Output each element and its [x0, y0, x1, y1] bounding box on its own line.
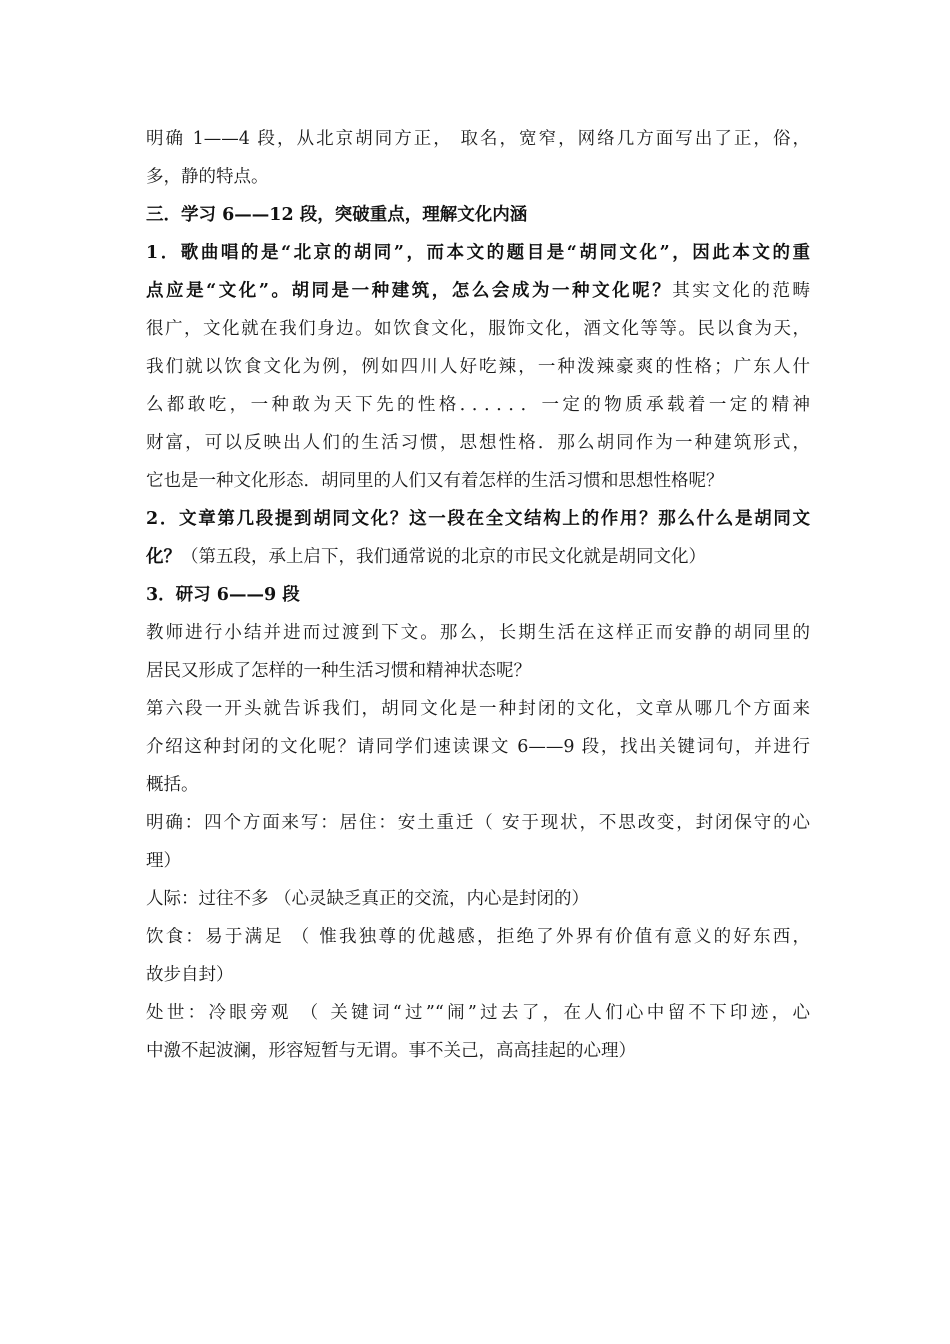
- document-body: [146, 120, 810, 1070]
- paragraph-line: 财富，可以反映出人们的生活习惯，思想性格．那么胡同作为一种建筑形式，: [146, 433, 810, 453]
- answer-text: 其实文化的范畴: [672, 281, 810, 301]
- question-line: 2．文章第几段提到胡同文化？这一段在全文结构上的作用？那么什么是胡同文: [146, 509, 810, 529]
- answer-text: （第五段，承上启下，我们通常说的北京的市民文化就是胡同文化）: [181, 547, 706, 567]
- question-text: 点应是“文化”。胡同是一种建筑，怎么会成为一种文化呢？: [146, 281, 673, 301]
- paragraph-line: 概括。: [146, 775, 199, 795]
- paragraph-line: 多，静的特点。: [146, 167, 269, 187]
- paragraph-line: 第六段一开头就告诉我们，胡同文化是一种封闭的文化，文章从哪几个方面来: [146, 699, 810, 719]
- section-heading: 3．研习 6——9 段: [146, 585, 300, 605]
- paragraph-line: 人际：过往不多 （心灵缺乏真正的交流，内心是封闭的）: [146, 889, 590, 909]
- paragraph-line: 么都敢吃，一种敢为天下先的性格．．．．．．一定的物质承载着一定的精神: [146, 395, 810, 415]
- paragraph-line: 饮食：易于满足 （ 惟我独尊的优越感，拒绝了外界有价值有意义的好东西，: [146, 927, 810, 947]
- paragraph-line: 中激不起波澜，形容短暂与无谓。事不关己，高高挂起的心理）: [146, 1041, 636, 1061]
- paragraph-line: 很广，文化就在我们身边。如饮食文化，服饰文化，酒文化等等。民以食为天，: [146, 319, 810, 339]
- paragraph-line: 介绍这种封闭的文化呢？请同学们速读课文 6——9 段，找出关键词句，并进行: [146, 737, 810, 757]
- question-line: [146, 272, 810, 310]
- paragraph-line: 它也是一种文化形态．胡同里的人们又有着怎样的生活习惯和思想性格呢？: [146, 471, 724, 491]
- question-line: [146, 538, 810, 576]
- paragraph-line: 明确 1——4 段，从北京胡同方正， 取名，宽窄，网络几方面写出了正，俗，: [146, 129, 810, 149]
- paragraph-line: 故步自封）: [146, 965, 234, 985]
- paragraph-line: 理）: [146, 851, 181, 871]
- paragraph-line: 处世：冷眼旁观 （ 关键词“过”“闹”过去了，在人们心中留不下印迹，心: [146, 1003, 810, 1023]
- section-heading: 三．学习 6——12 段，突破重点，理解文化内涵: [146, 205, 528, 225]
- paragraph-line: 居民又形成了怎样的一种生活习惯和精神状态呢？: [146, 661, 531, 681]
- paragraph-line: 明确：四个方面来写：居住：安土重迁（ 安于现状，不思改变，封闭保守的心: [146, 813, 810, 833]
- paragraph-line: 教师进行小结并进而过渡到下文。那么，长期生活在这样正而安静的胡同里的: [146, 623, 810, 643]
- question-text: 化？: [146, 547, 181, 567]
- question-line: 1．歌曲唱的是“北京的胡同”，而本文的题目是“胡同文化”，因此本文的重: [146, 243, 810, 263]
- paragraph-line: 我们就以饮食文化为例，例如四川人好吃辣，一种泼辣豪爽的性格；广东人什: [146, 357, 810, 377]
